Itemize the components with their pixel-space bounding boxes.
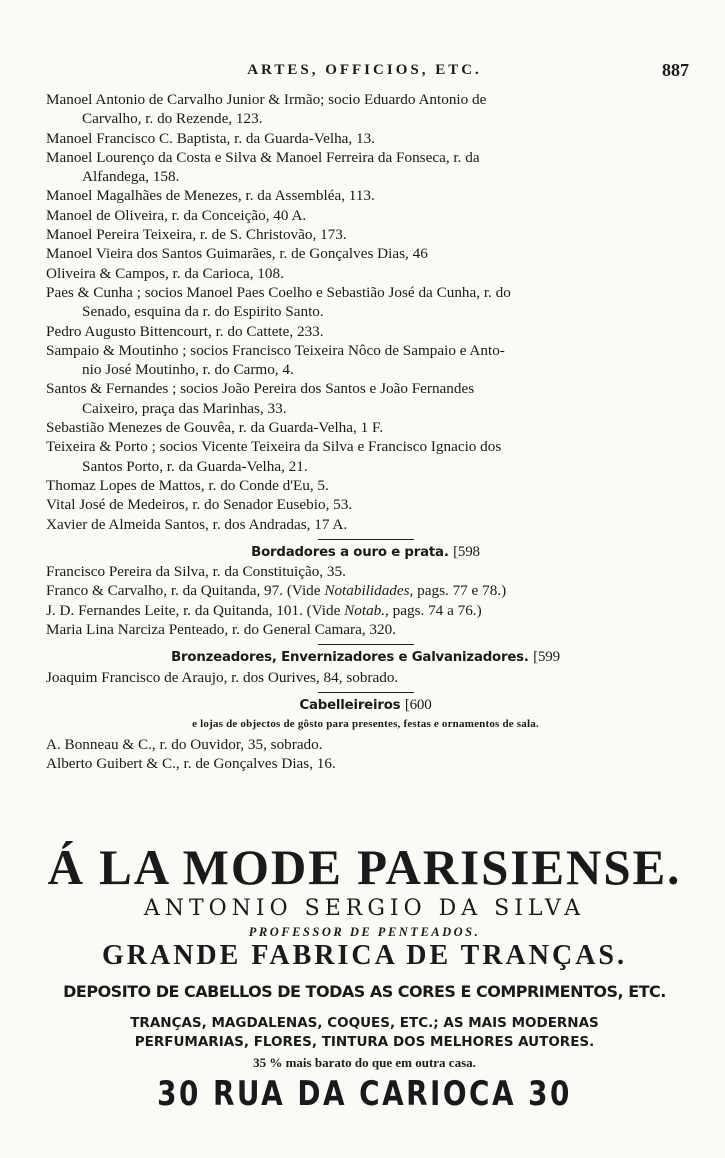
entry-line-continued: Caixeiro, praça das Marinhas, 33.: [82, 399, 287, 417]
list-item: [46, 264, 685, 283]
section-subheading: e lojas de objectos de gôsto para presentes, festas e ornamentos de sala.: [192, 718, 539, 731]
entry-line: Xavier de Almeida Santos, r. dos Andradas, 17 A.: [46, 515, 348, 533]
list-item: [46, 601, 685, 620]
advert-discount: 35 % mais barato do que em outra casa.: [253, 1055, 476, 1070]
list-item: [46, 244, 685, 263]
entry-text: pags. 77 e 78.): [413, 582, 507, 600]
section-heading-bronzeadores: [46, 648, 685, 667]
entry-line: Manoel Lourenço da Costa e Silva & Manoel Ferreira da Fonseca, r. da: [46, 148, 480, 166]
entry-italic: Notab.,: [344, 601, 389, 619]
entry-text: pags. 74 a 76.): [388, 601, 482, 619]
entry-line: Teixeira & Porto ; socios Vicente Teixeira da Silva e Francisco Ignacio dos: [46, 438, 502, 456]
entry-line: Sampaio & Moutinho ; socios Francisco Teixeira Nôco de Sampaio e Anto-: [46, 341, 505, 359]
running-head: ARTES, OFFICIOS, ETC.: [247, 62, 482, 78]
list-item: [46, 322, 685, 341]
list-item: [46, 90, 685, 129]
advert-deposit: DEPOSITO DE CABELLOS DE TODAS AS CORES E COMPRIMENTOS, ETC.: [63, 982, 666, 1001]
advert-profession: PROFESSOR DE PENTEADOS.: [248, 925, 481, 939]
section-code: [598: [453, 543, 480, 560]
entry-line: Pedro Augusto Bittencourt, r. do Cattete, 233.: [46, 322, 324, 340]
section-code: [600: [404, 696, 432, 713]
list-item: [46, 225, 685, 244]
entry-line: Manoel Vieira dos Santos Guimarães, r. de Gonçalves Dias, 46: [46, 245, 428, 263]
heading-text: Cabelleireiros: [299, 697, 401, 713]
entry-line: Paes & Cunha ; socios Manoel Paes Coelho e Sebastião José da Cunha, r. do: [46, 283, 511, 301]
section-heading-bordadores: [46, 543, 685, 562]
section-rule: [318, 539, 414, 540]
entry-line: Manoel Francisco C. Baptista, r. da Guarda-Velha, 13.: [46, 129, 375, 147]
list-item: [46, 515, 685, 534]
heading-text: Bronzeadores, Envernizadores e Galvanizadores.: [171, 650, 529, 666]
advert-line-1: TRANÇAS, MAGDALENAS, COQUES, ETC.; AS MAIS MODERNAS: [130, 1015, 599, 1031]
page-number: 887: [662, 60, 689, 80]
entries-column: [46, 90, 685, 773]
entry-line: Vital José de Medeiros, r. do Senador Eusebio, 53.: [46, 496, 353, 514]
heading-text: Bordadores a ouro e prata.: [251, 544, 449, 560]
list-item: [46, 437, 685, 476]
list-item: [46, 341, 685, 380]
list-item: Joaquim Francisco de Araujo, r. dos Ourives, 84, sobrado.: [46, 668, 399, 686]
entry-italic: Notabilidades,: [324, 582, 414, 600]
advert-title: Á LA MODE PARISIENSE.: [47, 839, 682, 895]
entry-line: Sebastião Menezes de Gouvêa, r. da Guarda-Velha, 1 F.: [46, 419, 384, 437]
advert-address: 30 RUA DA CARIOCA 30: [157, 1074, 572, 1114]
entry-line: Santos & Fernandes ; socios João Pereira dos Santos e João Fernandes: [46, 380, 475, 398]
list-item: Maria Lina Narciza Penteado, r. do General Camara, 320.: [46, 621, 397, 639]
list-item: Alberto Guibert & C., r. de Gonçalves Dias, 16.: [46, 754, 336, 772]
entry-line-continued: Senado, esquina da r. do Espirito Santo.: [82, 303, 324, 321]
entry-line-continued: Carvalho, r. do Rezende, 123.: [82, 110, 263, 128]
list-item: [46, 206, 685, 225]
advert-headline: GRANDE FABRICA DE TRANÇAS.: [101, 940, 627, 971]
list-item: [46, 283, 685, 322]
list-item: [46, 379, 685, 418]
list-item: [46, 581, 685, 600]
entry-line-continued: Alfandega, 158.: [82, 168, 180, 186]
section-heading-cabelleireiros: [46, 696, 685, 715]
page-header: [40, 62, 689, 84]
list-item: [46, 495, 685, 514]
section-code: [599: [533, 649, 560, 666]
advert-owner: ANTONIO SERGIO DA SILVA: [143, 896, 586, 921]
section-rule: [318, 644, 414, 645]
entry-line: Manoel Antonio de Carvalho Junior & Irmão; socio Eduardo Antonio de: [46, 91, 487, 108]
entry-line: Oliveira & Campos, r. da Carioca, 108.: [46, 264, 284, 282]
list-item: [46, 418, 685, 437]
list-item: Francisco Pereira da Silva, r. da Constituição, 35.: [46, 563, 346, 581]
entry-line: Manoel Magalhães de Menezes, r. da Assembléa, 113.: [46, 187, 375, 205]
entry-line: Manoel de Oliveira, r. da Conceição, 40 A.: [46, 206, 307, 224]
entry-line-continued: Santos Porto, r. da Guarda-Velha, 21.: [82, 457, 308, 475]
list-item: A. Bonneau & C., r. do Ouvidor, 35, sobrado.: [46, 735, 323, 753]
entry-line: Thomaz Lopes de Mattos, r. do Conde d'Eu, 5.: [46, 476, 329, 494]
section-rule: [318, 692, 414, 693]
list-item: [46, 476, 685, 495]
entry-line-continued: nio José Moutinho, r. do Carmo, 4.: [82, 361, 294, 379]
list-item: [46, 148, 685, 187]
advert-line-2: PERFUMARIAS, FLORES, TINTURA DOS MELHORES AUTORES.: [134, 1034, 595, 1050]
entry-text: Franco & Carvalho, r. da Quitanda, 97. (Vide: [46, 582, 325, 600]
list-item: [46, 186, 685, 205]
entry-list-artes: [46, 90, 685, 534]
entry-line: Manoel Pereira Teixeira, r. de S. Christovão, 173.: [46, 226, 347, 244]
list-item: [46, 129, 685, 148]
entry-text: J. D. Fernandes Leite, r. da Quitanda, 101. (Vide: [46, 601, 345, 619]
